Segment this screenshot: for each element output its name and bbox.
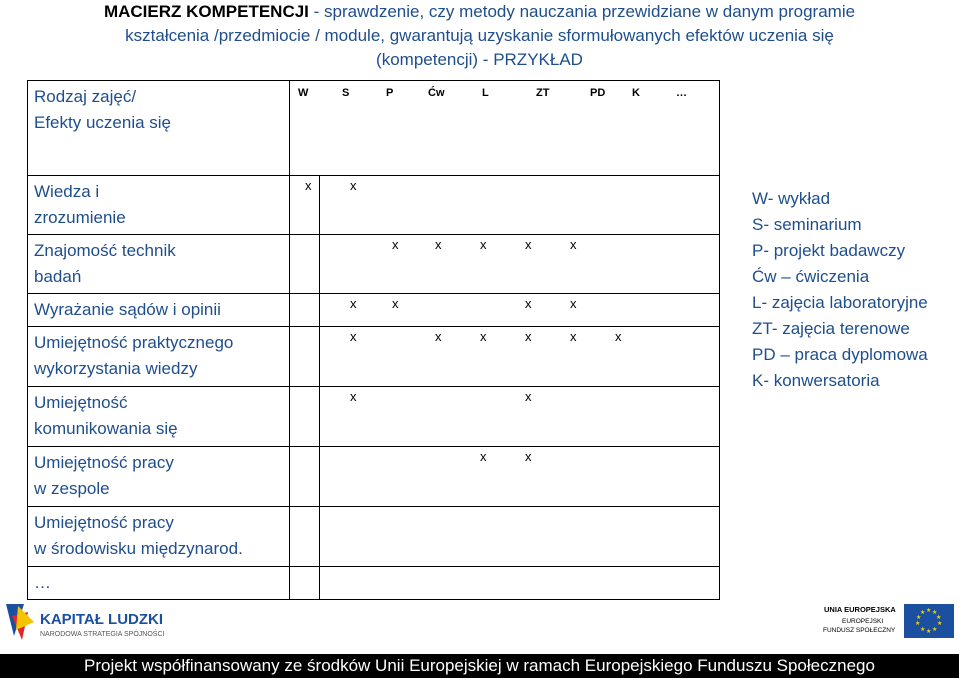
footer: Projekt współfinansowany ze środków Unii Europejskiej w ramach Europejskiego Funduszu Społecznego — [0, 654, 959, 678]
code-w: W — [298, 87, 309, 99]
row-marks — [305, 176, 720, 235]
svg-text:NARODOWA STRATEGIA SPÓJNOŚCI: NARODOWA STRATEGIA SPÓJNOŚCI — [40, 631, 165, 638]
mark-x: x — [480, 449, 487, 464]
mark-x: x — [435, 329, 442, 344]
mark-x: x — [525, 389, 532, 404]
title-line1: - sprawdzenie, czy metody nauczania przewidziane w danym programie — [308, 2, 856, 21]
row-label: Znajomość technik badań — [28, 235, 290, 294]
mark-x: x — [435, 237, 442, 252]
svg-text:KAPITAŁ LUDZKI: KAPITAŁ LUDZKI — [40, 611, 164, 628]
matrix-row — [28, 294, 720, 327]
legend-item: L- zajęcia laboratoryjne — [752, 293, 928, 312]
row-marks — [320, 327, 720, 387]
row-spacer-cell — [290, 327, 320, 387]
row-label: Umiejętność pracy w środowisku międzynarod. — [28, 507, 290, 567]
eu-logo — [820, 600, 956, 644]
code-zt: ZT — [536, 87, 550, 99]
svg-text:FUNDUSZ SPOŁECZNY: FUNDUSZ SPOŁECZNY — [823, 627, 896, 634]
mark-x: x — [350, 296, 357, 311]
row-label: Wyrażanie sądów i opinii — [28, 294, 290, 327]
legend-item: P- projekt badawczy — [752, 241, 906, 260]
row-spacer-cell — [290, 567, 320, 600]
legend — [752, 186, 928, 394]
code-k: K — [632, 87, 640, 99]
legend-item: Ćw – ćwiczenia — [752, 267, 870, 286]
row-label: Umiejętność pracy w zespole — [28, 447, 290, 507]
mark-x: x — [480, 329, 487, 344]
code-l: L — [482, 87, 489, 99]
mark-x: x — [570, 237, 577, 252]
title-bold: MACIERZ KOMPETENCJI — [103, 2, 309, 21]
header-label: Rodzaj zajęć/ Efekty uczenia się — [28, 81, 290, 176]
svg-text:★: ★ — [932, 626, 938, 633]
mark-x: x — [615, 329, 622, 344]
code-s: S — [342, 87, 350, 99]
svg-text:★: ★ — [920, 626, 926, 633]
kapital-ludzki-logo — [4, 600, 264, 644]
mark-x: x — [350, 329, 357, 344]
matrix-row — [28, 387, 720, 447]
matrix-row — [28, 235, 720, 294]
matrix-row — [28, 447, 720, 507]
row-marks — [320, 567, 720, 600]
row-marks — [320, 507, 720, 567]
legend-item: ZT- zajęcia terenowe — [752, 319, 910, 338]
row-spacer-cell — [290, 447, 320, 507]
svg-text:★: ★ — [916, 614, 922, 621]
row-spacer-cell — [290, 294, 320, 327]
page-title — [0, 0, 959, 72]
mark-x: x — [305, 178, 312, 193]
mark-x: x — [350, 178, 357, 193]
legend-item: PD – praca dyplomowa — [752, 345, 928, 364]
matrix-row — [28, 327, 720, 387]
row-marks — [320, 447, 720, 507]
mark-x: x — [525, 329, 532, 344]
row-marks — [320, 387, 720, 447]
mark-x: x — [480, 237, 487, 252]
legend-item: W- wykład — [752, 189, 831, 208]
competence-matrix — [27, 80, 720, 600]
title-line2: kształcenia /przedmiocie / module, gwarantują uzyskanie sformułowanych efektów uczenia się — [125, 26, 834, 45]
row-spacer-cell — [290, 507, 320, 567]
matrix-row — [28, 567, 720, 600]
code-cw: Ćw — [428, 87, 445, 99]
row-label: … — [28, 567, 290, 600]
mark-x: x — [525, 296, 532, 311]
row-label: Umiejętność komunikowania się — [28, 387, 290, 447]
svg-text:★: ★ — [920, 609, 926, 616]
row-spacer-cell — [290, 387, 320, 447]
svg-text:★: ★ — [932, 609, 938, 616]
mark-x: x — [525, 449, 532, 464]
mark-x: x — [392, 237, 399, 252]
mark-x: x — [392, 296, 399, 311]
legend-item: K- konwersatoria — [752, 371, 880, 390]
row-spacer-cell — [290, 235, 320, 294]
code-p: P — [386, 87, 394, 99]
svg-text:★: ★ — [926, 628, 932, 635]
matrix-row — [28, 507, 720, 567]
svg-text:UNIA EUROPEJSKA: UNIA EUROPEJSKA — [824, 605, 896, 614]
mark-x: x — [350, 389, 357, 404]
row-label: Wiedza i zrozumienie — [28, 176, 290, 235]
svg-text:★: ★ — [926, 607, 932, 614]
svg-text:★: ★ — [936, 614, 942, 621]
mark-x: x — [570, 329, 577, 344]
svg-text:★: ★ — [915, 620, 921, 627]
code-more: … — [676, 87, 687, 99]
header-codes — [290, 81, 720, 176]
matrix-row — [28, 176, 720, 235]
svg-text:EUROPEJSKI: EUROPEJSKI — [842, 618, 884, 625]
mark-x: x — [525, 237, 532, 252]
svg-text:★: ★ — [937, 620, 943, 627]
row-label: Umiejętność praktycznego wykorzystania wiedzy — [28, 327, 290, 387]
mark-x: x — [570, 296, 577, 311]
row-marks — [320, 235, 720, 294]
row-marks — [320, 294, 720, 327]
title-line3: (kompetencji) - PRZYKŁAD — [376, 50, 583, 69]
code-pd: PD — [590, 87, 606, 99]
legend-item: S- seminarium — [752, 215, 862, 234]
